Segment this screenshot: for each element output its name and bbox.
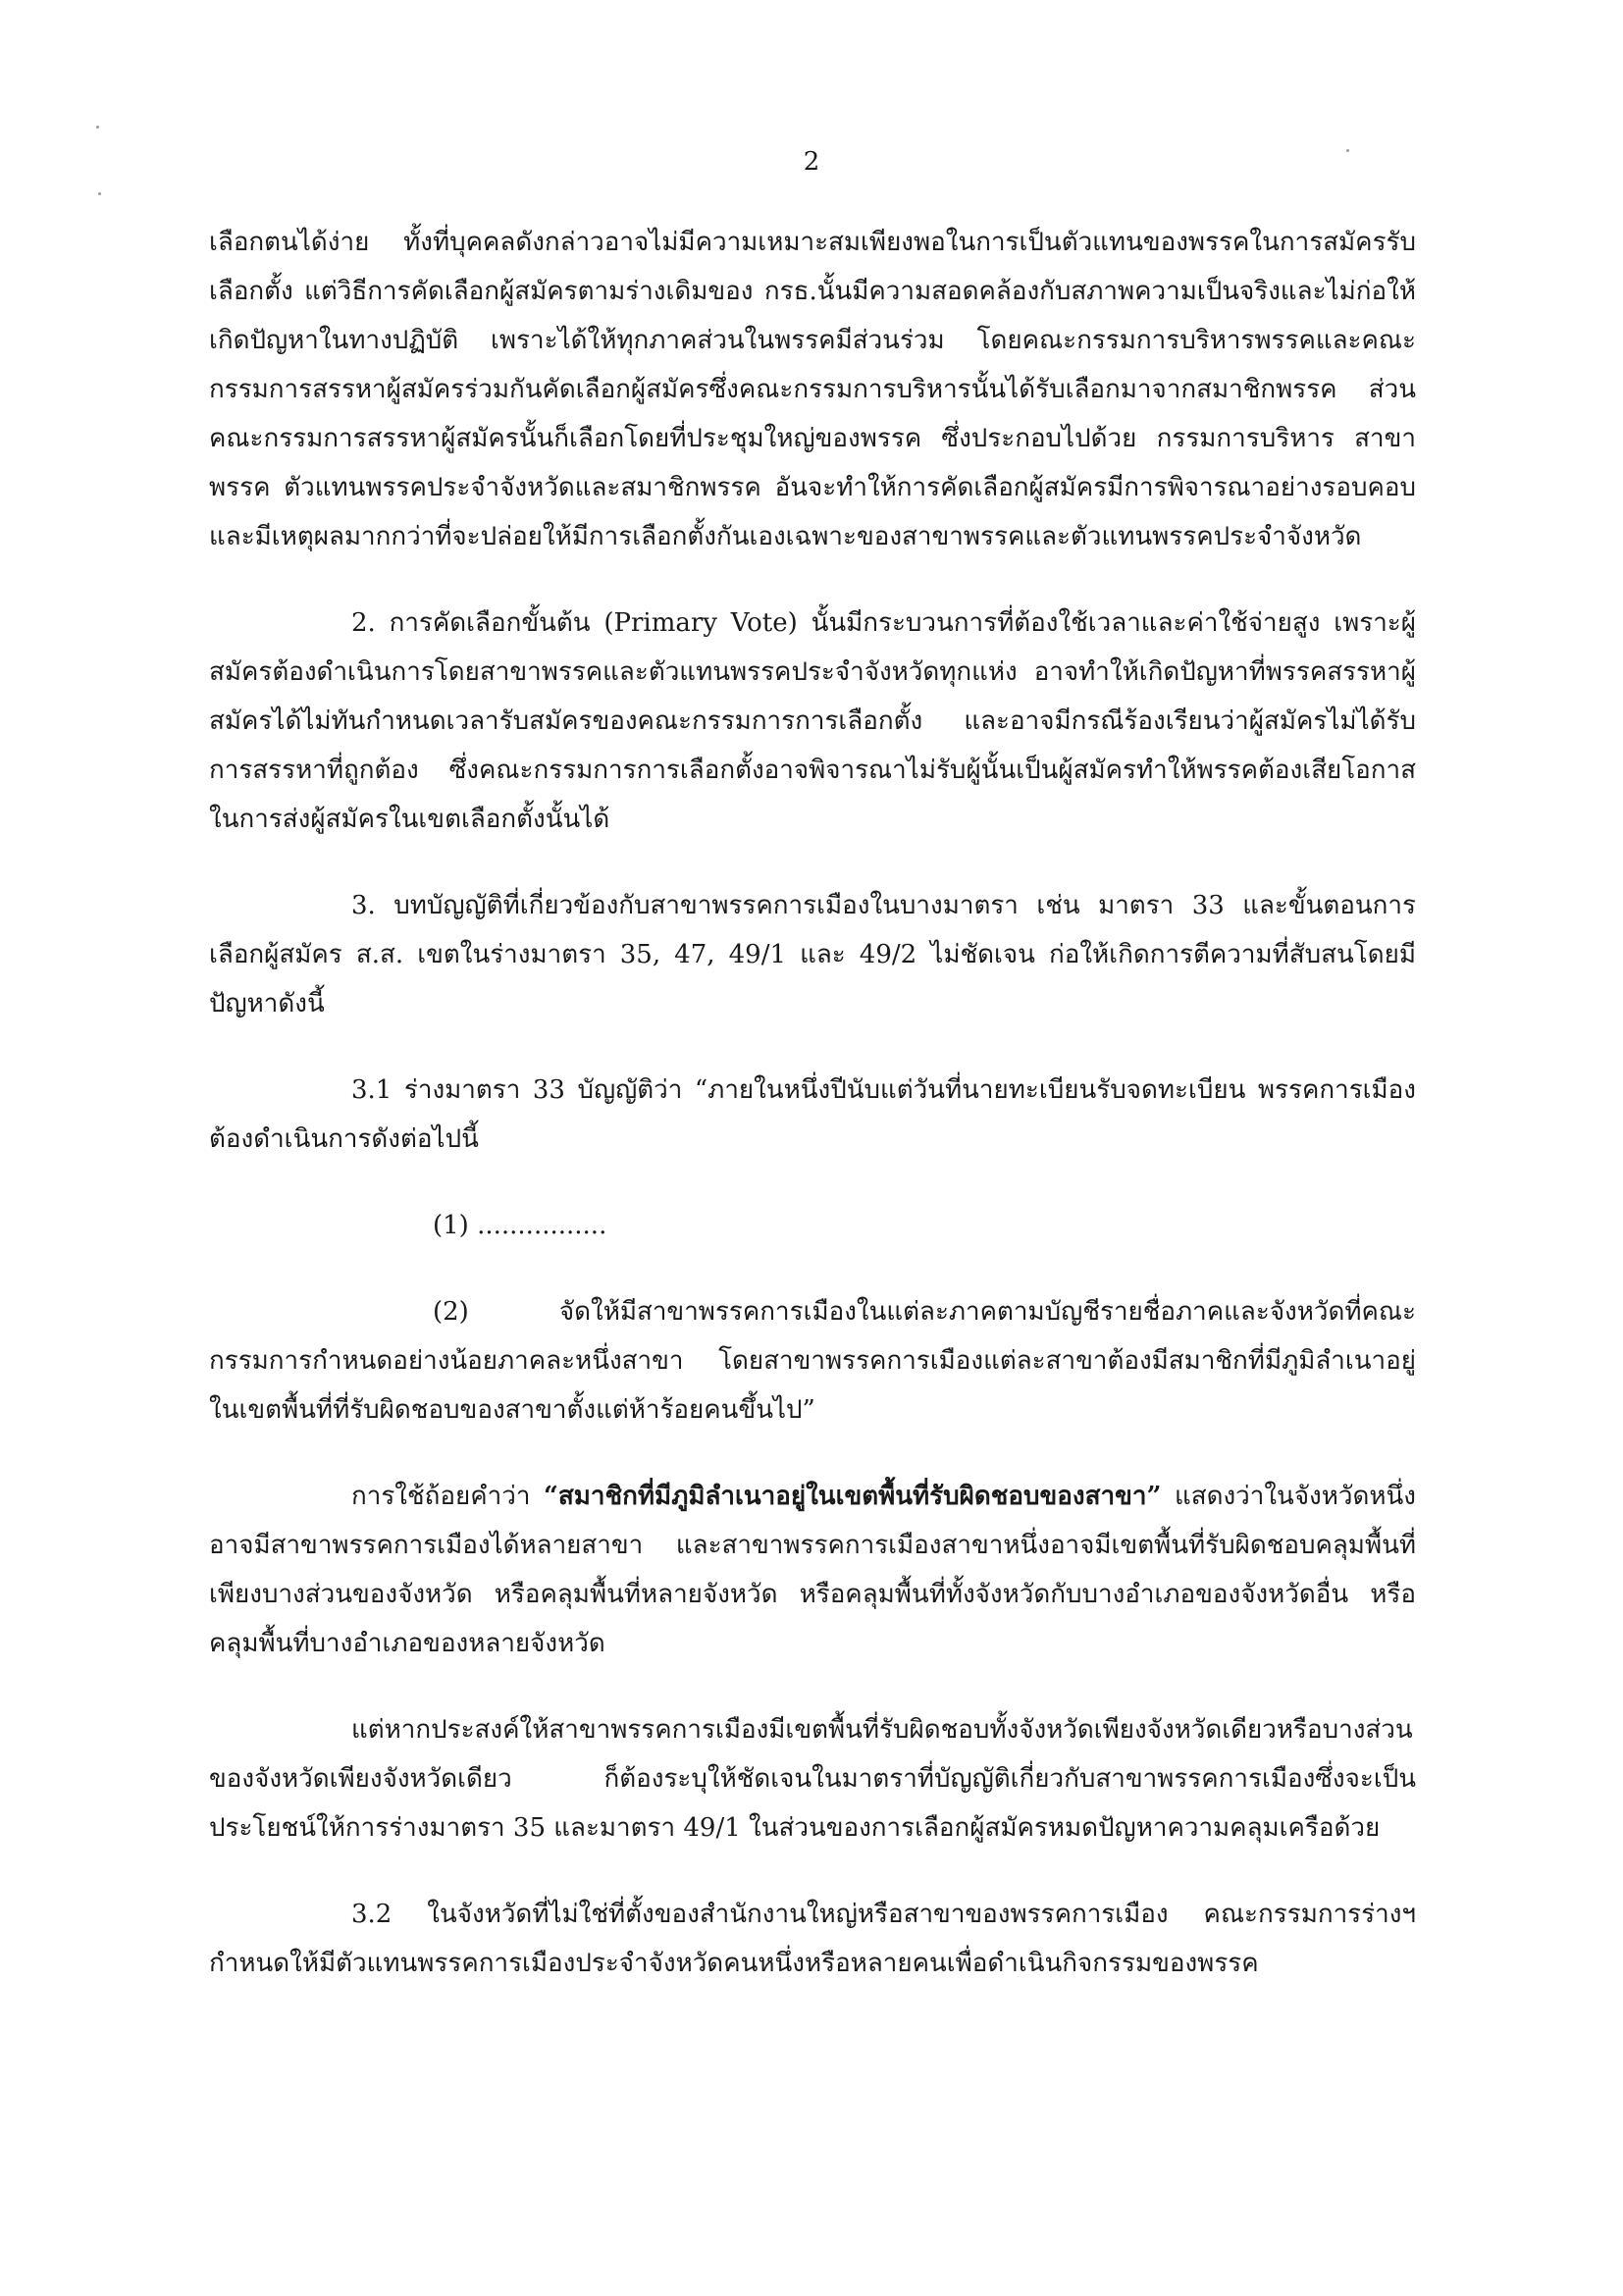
paragraph-subitem-1: (1) ................ — [433, 1211, 607, 1240]
paragraph-recommendation: แต่หากประสงค์ให้สาขาพรรคการเมืองมีเขตพื้นที่รับผิดชอบทั้งจังหวัดเพียงจังหวัดเดียวหรือบางส่วนของจังหวัดเพียงจังหวัดเดียว ก็ต้องระบุให้ชัดเจนในมาตราที่บัญญัติเกี่ยวกับสาขาพรรคการเมืองซึ่งจะเป็นประโยชน์ให้การร่างมาตรา 35 และมาตรา 49/1 ในส่วนของการเลือกผู้สมัครหมดปัญหาความคลุมเครือด้วย — [209, 1715, 1416, 1843]
scan-speck — [98, 192, 101, 195]
paragraph-item-3-1: 3.1 ร่างมาตรา 33 บัญญัติว่า “ภายในหนึ่งปีนับแต่วันที่นายทะเบียนรับจดทะเบียน พรรคการเมืองต้องดำเนินการดังต่อไปนี้ — [209, 1075, 1416, 1154]
document-body — [209, 218, 1416, 1988]
scan-speck — [96, 126, 99, 129]
paragraph-continuation: เลือกตนได้ง่าย ทั้งที่บุคคลดังกล่าวอาจไม่มีความเหมาะสมเพียงพอในการเป็นตัวแทนของพรรคในการสมัครรับเลือกตั้ง แต่วิธีการคัดเลือกผู้สมัครตามร่างเดิมของ กรธ.นั้นมีความสอดคล้องกับสภาพความเป็นจริงและไม่ก่อให้เกิดปัญหาในทางปฏิบัติ เพราะได้ให้ทุกภาคส่วนในพรรคมีส่วนร่วม โดยคณะกรรมการบริหารพรรคและคณะกรรมการสรรหาผู้สมัครร่วมกันคัดเลือกผู้สมัครซึ่งคณะกรรมการบริหารนั้นได้รับเลือกมาจากสมาชิกพรรค ส่วนคณะกรรมการสรรหาผู้สมัครนั้นก็เลือกโดยที่ประชุมใหญ่ของพรรค ซึ่งประกอบไปด้วย กรรมการบริหาร สาขาพรรค ตัวแทนพรรคประจำจังหวัดและสมาชิกพรรค อันจะทำให้การคัดเลือกผู้สมัครมีการพิจารณาอย่างรอบคอบและมีเหตุผลมากกว่าที่จะปล่อยให้มีการเลือกตั้งกันเองเฉพาะของสาขาพรรคและตัวแทนพรรคประจำจังหวัด — [209, 228, 1416, 551]
interpretation-rest: แสดงว่าในจังหวัดหนึ่งอาจมีสาขาพรรคการเมืองได้หลายสาขา และสาขาพรรคการเมืองสาขาหนึ่งอาจมีเขตพื้นที่รับผิดชอบคลุมพื้นที่เพียงบางส่วนของจังหวัด หรือคลุมพื้นที่หลายจังหวัด หรือคลุมพื้นที่ทั้งจังหวัดกับบางอำเภอของจังหวัดอื่น หรือคลุมพื้นที่บางอำเภอของหลายจังหวัด — [209, 1482, 1416, 1658]
paragraph-item-3-2: 3.2 ในจังหวัดที่ไม่ใช่ที่ตั้งของสำนักงานใหญ่หรือสาขาของพรรคการเมือง คณะกรรมการร่างฯ กำหนดให้มีตัวแทนพรรคการเมืองประจำจังหวัดคนหนึ่งหรือหลายคนเพื่อดำเนินกิจกรรมของพรรค — [209, 1900, 1416, 1978]
quoted-term: “สมาชิกที่มีภูมิลำเนาอยู่ในเขตพื้นที่รับผิดชอบของสาขา” — [543, 1482, 1162, 1511]
interpretation-lead: การใช้ถ้อยคำว่า — [351, 1482, 544, 1511]
paragraph-item-3: 3. บทบัญญัติที่เกี่ยวข้องกับสาขาพรรคการเมืองในบางมาตรา เช่น มาตรา 33 และขั้นตอนการเลือกผู้สมัคร ส.ส. เขตในร่างมาตรา 35, 47, 49/1 และ 49/2 ไม่ชัดเจน ก่อให้เกิดการตีความที่สับสนโดยมีปัญหาดังนี้ — [209, 891, 1416, 1018]
page-number: 2 — [803, 147, 820, 177]
paragraph-subitem-2: (2) จัดให้มีสาขาพรรคการเมืองในแต่ละภาคตามบัญชีรายชื่อภาคและจังหวัดที่คณะกรรมการกำหนดอย่างน้อยภาคละหนึ่งสาขา โดยสาขาพรรคการเมืองแต่ละสาขาต้องมีสมาชิกที่มีภูมิลำเนาอยู่ในเขตพื้นที่ที่รับผิดชอบของสาขาตั้งแต่ห้าร้อยคนขึ้นไป” — [209, 1297, 1416, 1425]
paragraph-interpretation — [209, 1472, 1416, 1668]
paragraph-item-2: 2. การคัดเลือกขั้นต้น (Primary Vote) นั้นมีกระบวนการที่ต้องใช้เวลาและค่าใช้จ่ายสูง เพราะผู้สมัครต้องดำเนินการโดยสาขาพรรคและตัวแทนพรรคประจำจังหวัดทุกแห่ง อาจทำให้เกิดปัญหาที่พรรคสรรหาผู้สมัครได้ไม่ทันกำหนดเวลารับสมัครของคณะกรรมการการเลือกตั้ง และอาจมีกรณีร้องเรียนว่าผู้สมัครไม่ได้รับการสรรหาที่ถูกต้อง ซึ่งคณะกรรมการการเลือกตั้งอาจพิจารณาไม่รับผู้นั้นเป็นผู้สมัครทำให้พรรคต้องเสียโอกาสในการส่งผู้สมัครในเขตเลือกตั้งนั้นได้ — [209, 608, 1416, 834]
